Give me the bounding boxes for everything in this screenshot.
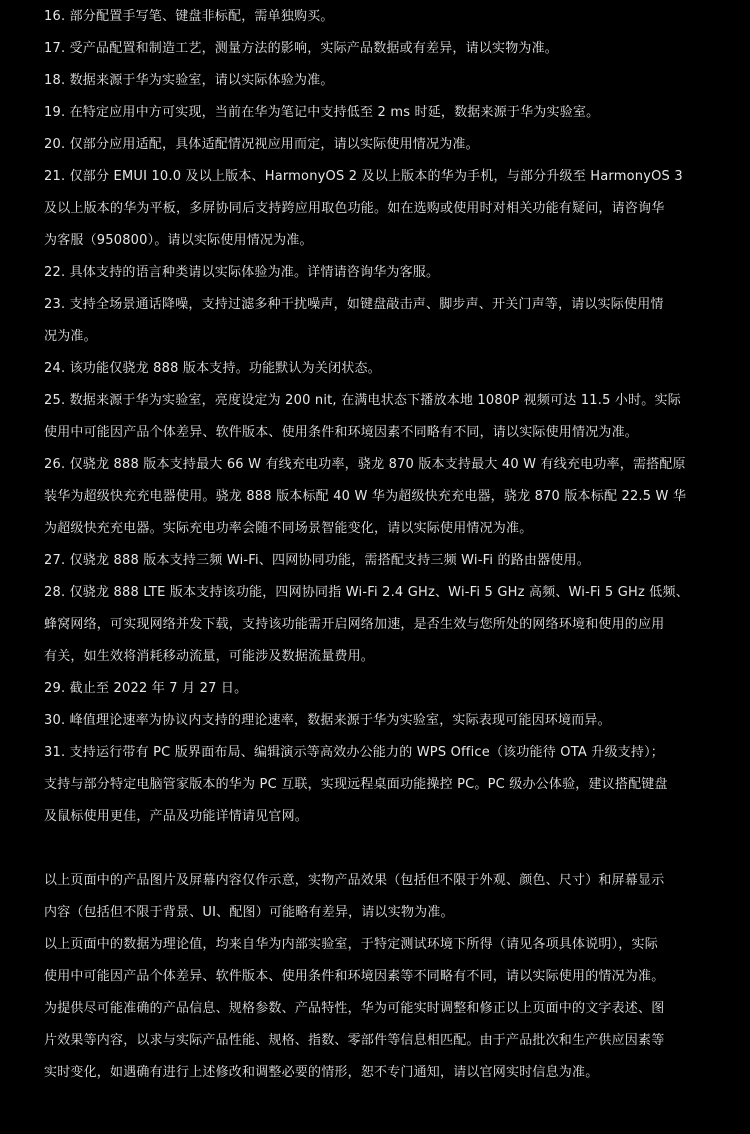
footnote-18: 18. 数据来源于华为实验室，请以实际体验为准。 [44,73,334,88]
footnote-24: 24. 该功能仅骁龙 888 版本支持。功能默认为关闭状态。 [44,361,381,376]
disclaimer-line-7: 实时变化，如遇确有进行上述修改和调整必要的情形，恕不专门通知，请以官网实时信息为准。 [44,1065,599,1080]
footnote-28-line-2: 蜂窝网络，可实现网络并发下载，支持该功能需开启网络加速，是否生效与您所处的网络环境和使用的应用 [44,617,665,632]
footnote-25-line-2: 使用中可能因产品个体差异、软件版本、使用条件和环境因素不同略有不同，请以实际使用情况为准。 [44,425,639,440]
disclaimer-line-2: 内容（包括但不限于背景、UI、配图）可能略有差异，请以实物为准。 [44,905,454,920]
footnote-20: 20. 仅部分应用适配，具体适配情况视应用而定，请以实际使用情况为准。 [44,137,479,152]
footnote-21-line-3: 为客服（950800）。请以实际使用情况为准。 [44,233,313,248]
footnote-21-line-2: 及以上版本的华为平板，多屏协同后支持跨应用取色功能。如在选购或使用时对相关功能有疑问，请咨询华 [44,201,665,216]
footnote-25-line-1: 25. 数据来源于华为实验室，亮度设定为 200 nit, 在满电状态下播放本地 1080P 视频可达 11.5 小时。实际 [44,393,681,408]
footnote-26-line-3: 为超级快充充电器。实际充电功率会随不同场景智能变化，请以实际使用情况为准。 [44,521,533,536]
disclaimer-line-6: 片效果等内容，以求与实际产品性能、规格、指数、零部件等信息相匹配。由于产品批次和生产供应因素等 [44,1033,665,1048]
footnote-21-line-1: 21. 仅部分 EMUI 10.0 及以上版本、HarmonyOS 2 及以上版本的华为手机，与部分升级至 HarmonyOS 3 [44,169,683,184]
footnote-31-line-2: 支持与部分特定电脑管家版本的华为 PC 互联，实现远程桌面功能操控 PC。PC 级办公体验，建议搭配键盘 [44,777,668,792]
footnote-17: 17. 受产品配置和制造工艺，测量方法的影响，实际产品数据或有差异，请以实物为准。 [44,41,559,56]
footnote-30: 30. 峰值理论速率为协议内支持的理论速率，数据来源于华为实验室，实际表现可能因环境而异。 [44,713,611,728]
footnote-28-line-1: 28. 仅骁龙 888 LTE 版本支持该功能，四网协同指 Wi-Fi 2.4 GHz、Wi-Fi 5 GHz 高频、Wi-Fi 5 GHz 低频、 [44,585,689,600]
footnote-31-line-1: 31. 支持运行带有 PC 版界面布局、编辑演示等高效办公能力的 WPS Office（该功能待 OTA 升级支持）； [44,745,664,760]
footnote-23-line-1: 23. 支持全场景通话降噪，支持过滤多种干扰噪声，如键盘敲击声、脚步声、开关门声等，请以实际使用情 [44,297,664,312]
footnote-22: 22. 具体支持的语言种类请以实际体验为准。详情请咨询华为客服。 [44,265,440,280]
footnote-31-line-3: 及鼠标使用更佳，产品及功能详情请见官网。 [44,809,309,824]
footnote-26-line-2: 装华为超级快充充电器使用。骁龙 888 版本标配 40 W 华为超级快充充电器，骁龙 870 版本标配 22.5 W 华 [44,489,687,504]
disclaimer-line-5: 为提供尽可能准确的产品信息、规格参数、产品特性，华为可能实时调整和修正以上页面中的文字表述、图 [44,1001,665,1016]
footnote-19: 19. 在特定应用中方可实现，当前在华为笔记中支持低至 2 ms 时延，数据来源于华为实验室。 [44,105,600,120]
disclaimer-line-3: 以上页面中的数据为理论值，均来自华为内部实验室，于特定测试环境下所得（请见各项具体说明），实际 [44,937,658,952]
footnote-23-line-2: 况为准。 [44,329,97,344]
footnote-28-line-3: 有关，如生效将消耗移动流量，可能涉及数据流量费用。 [44,649,375,664]
footnote-16: 16. 部分配置手写笔、键盘非标配，需单独购买。 [44,9,334,24]
disclaimer-line-1: 以上页面中的产品图片及屏幕内容仅作示意，实物产品效果（包括但不限于外观、颜色、尺寸）和屏幕显示 [44,873,665,888]
footnote-29: 29. 截止至 2022 年 7 月 27 日。 [44,681,248,696]
footnote-27: 27. 仅骁龙 888 版本支持三频 Wi-Fi、四网协同功能，需搭配支持三频 Wi-Fi 的路由器使用。 [44,553,590,568]
footnote-list [44,0,706,833]
footnote-26-line-1: 26. 仅骁龙 888 版本支持最大 66 W 有线充电功率，骁龙 870 版本支持最大 40 W 有线充电功率，需搭配原 [44,457,686,472]
section-gap [44,833,706,865]
disclaimer-block [44,865,706,1089]
disclaimer-line-4: 使用中可能因产品个体差异、软件版本、使用条件和环境因素等不同略有不同，请以实际使用的情况为准。 [44,969,665,984]
